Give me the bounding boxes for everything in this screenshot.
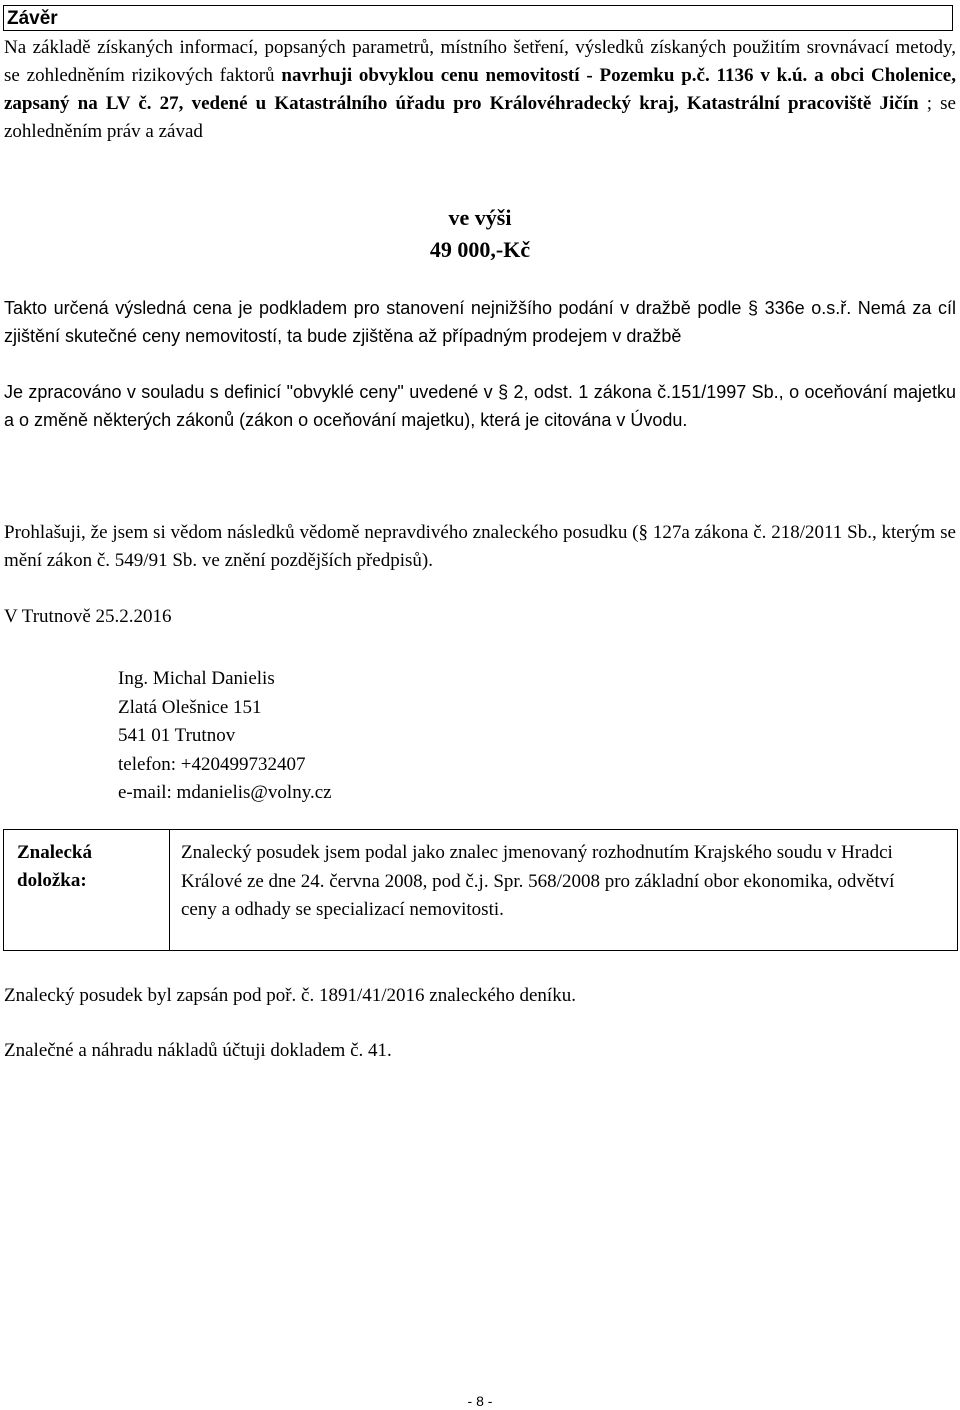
conclusion-paragraph — [4, 34, 956, 146]
signature-email: e-mail: mdanielis@volny.cz — [118, 782, 332, 803]
amount-block — [0, 202, 960, 266]
signature-phone: telefon: +420499732407 — [118, 753, 306, 775]
table-divider — [169, 830, 170, 950]
conclusion-text-bold: navrhuji obvyklou cenu nemovitostí - Pozemku p.č. 1136 v k.ú. a obci Cholenice, zapsaný na LV č. 27, vedené u Katastrálního úřadu pro Královéhradecký kraj, Katastrální pracoviště Jičín — [4, 65, 956, 114]
fee-paragraph: Znalečné a náhradu nákladů účtuji dokladem č. 41. — [4, 1040, 392, 1061]
expert-clause-table — [3, 829, 958, 951]
registry-paragraph: Znalecký posudek byl zapsán pod poř. č. 1891/41/2016 znaleckého deníku. — [4, 985, 576, 1006]
signature-name: Ing. Michal Danielis — [118, 668, 275, 689]
conclusion-text-intro: Na základě získaných informací, popsaných parametrů, místního šetření, výsledků získaných použitím srovnávací metody, se zohledněním rizikových faktorů — [4, 37, 956, 86]
signature-city: 541 01 Trutnov — [118, 725, 236, 746]
signature-block — [118, 665, 332, 808]
signature-street: Zlatá Olešnice 151 — [118, 696, 262, 718]
section-heading: Závěr — [7, 8, 58, 29]
section-heading-box — [3, 5, 953, 31]
clause-label-line2: doložka: — [17, 870, 87, 891]
amount-value: 49 000,-Kč — [429, 237, 531, 262]
declaration-paragraph: Prohlašuji, že jsem si vědom následků vědomě nepravdivého znaleckého posudku (§ 127a zákona č. 218/2011 Sb., kterým se mění zákon č. 549/91 Sb. ve znění pozdějších předpisů). — [4, 522, 956, 571]
clause-label-line1: Znalecká — [17, 842, 92, 863]
definition-paragraph: Je zpracováno v souladu s definicí "obvyklé ceny" uvedené v § 2, odst. 1 zákona č.151/1997 Sb., o oceňování majetku a o změně některých zákonů (zákon o oceňování majetku), která je citována v Úvodu. — [4, 382, 956, 430]
conclusion-text-end: ; se zohledněním práv a závad — [4, 93, 956, 142]
clause-label — [17, 839, 157, 895]
place-date: V Trutnově 25.2.2016 — [4, 606, 172, 627]
price-basis-paragraph: Takto určená výsledná cena je podkladem pro stanovení nejnižšího podání v dražbě podle § 336e o.s.ř. Nemá za cíl zjištění skutečné ceny nemovitostí, ta bude zjištěna až případným prodejem v dražbě — [4, 298, 956, 346]
clause-text: Znalecký posudek jsem podal jako znalec jmenovaný rozhodnutím Krajského soudu v Hradci Králové ze dne 24. června 2008, pod č.j. Spr. 568/2008 pro základní obor ekonomika, odvětví ceny a odhady se specializací nemovitosti. — [181, 842, 895, 920]
page-number: - 8 - — [467, 1393, 493, 1409]
amount-label: ve výši — [448, 205, 512, 230]
